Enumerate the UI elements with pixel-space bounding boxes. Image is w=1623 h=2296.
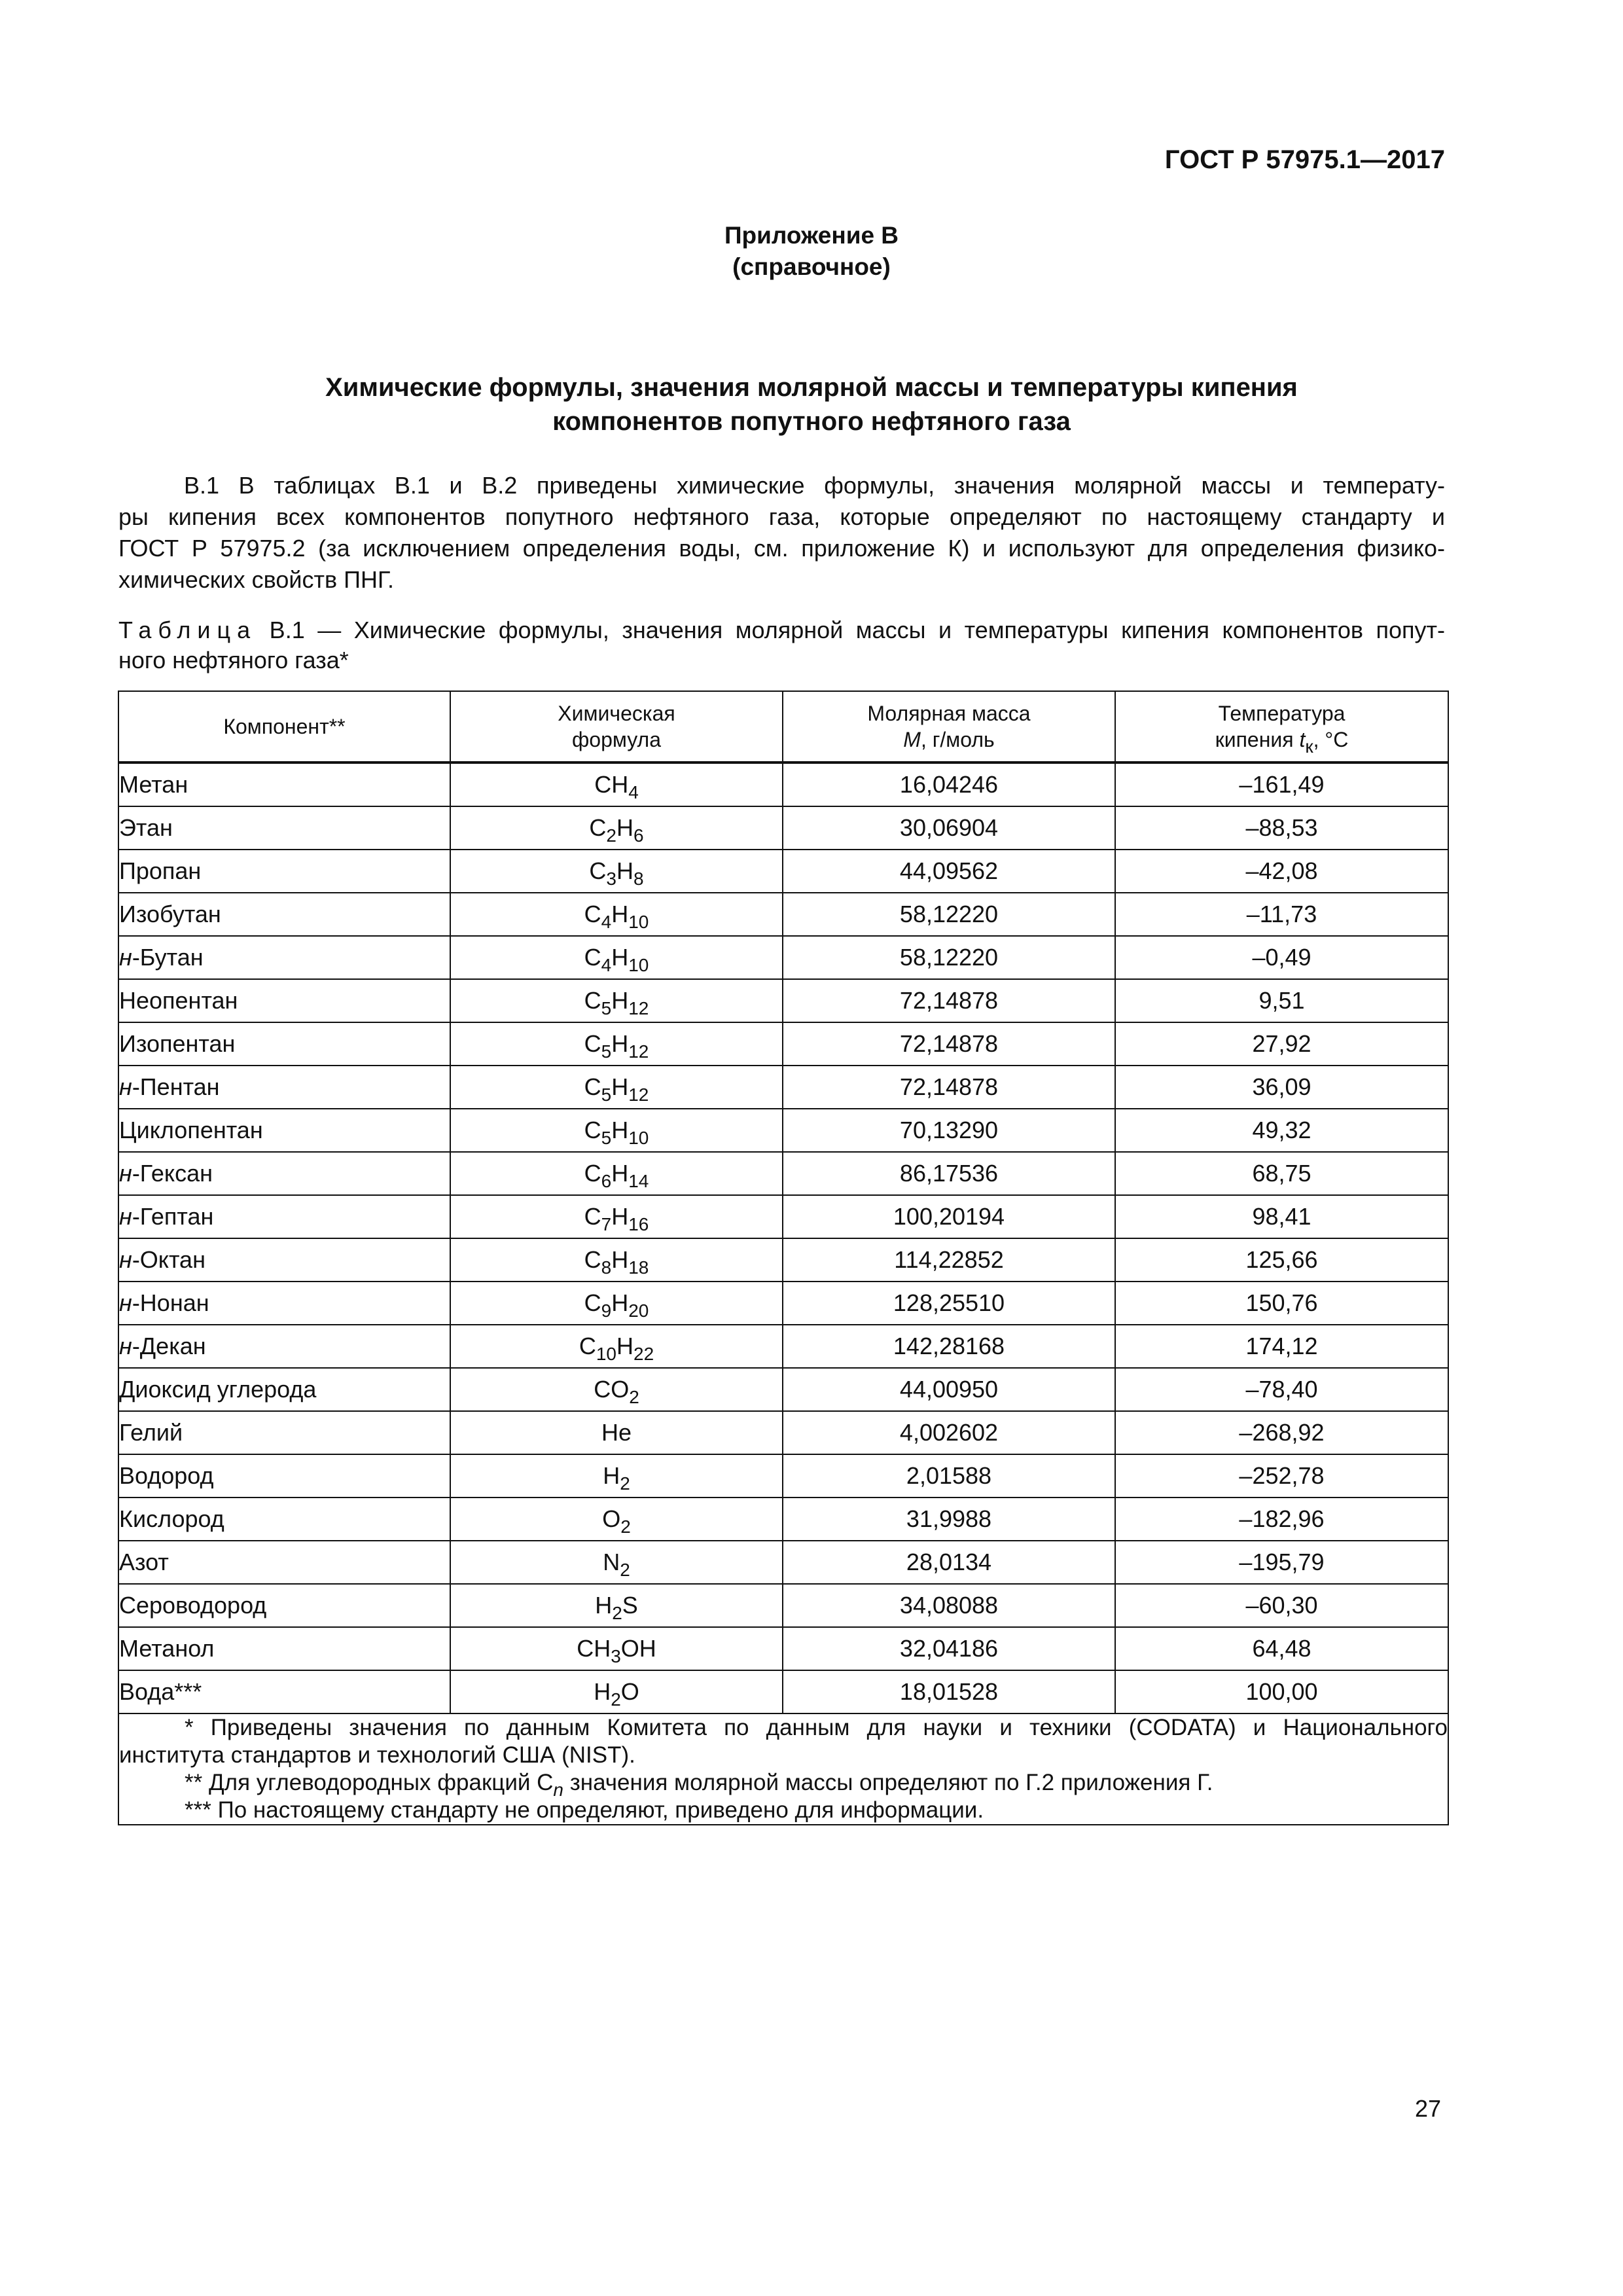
formula-element: H	[611, 901, 629, 927]
appendix-heading	[0, 220, 1623, 283]
component-name-cell	[118, 1627, 450, 1670]
footnote-2	[119, 1769, 1448, 1800]
component-name: Метан	[119, 771, 188, 798]
formula-element: C	[584, 1117, 601, 1143]
component-name: Сероводород	[119, 1592, 267, 1619]
table-body	[118, 762, 1448, 1713]
formula-element: C	[584, 1030, 601, 1057]
table-row	[118, 1368, 1448, 1411]
header-temp-word: кипения	[1215, 728, 1300, 751]
table-row	[118, 1282, 1448, 1325]
boiling-temp-cell: 36,09	[1115, 1066, 1448, 1109]
formula-element: H	[611, 987, 629, 1014]
formula-element: S	[622, 1592, 638, 1619]
molar-mass-cell: 44,00950	[783, 1368, 1115, 1411]
header-component	[118, 691, 450, 762]
footnote-2-text-b: значения молярной массы определяют по Г.2 приложения Г.	[563, 1770, 1213, 1795]
component-name: Азот	[119, 1549, 169, 1575]
table-row	[118, 1325, 1448, 1368]
formula-element: H	[594, 1678, 611, 1705]
table-caption	[118, 615, 1445, 675]
normal-isomer-prefix: н	[119, 1289, 132, 1316]
formula-subscript: 12	[628, 998, 649, 1018]
header-temp-line-1: Температура	[1218, 702, 1346, 725]
formula-subscript: 2	[620, 1473, 630, 1494]
standard-code: ГОСТ Р 57975.1—2017	[1164, 145, 1445, 174]
molar-mass-cell: 128,25510	[783, 1282, 1115, 1325]
normal-isomer-prefix: н	[119, 1203, 132, 1230]
footnotes-row	[118, 1713, 1448, 1825]
formula-subscript: 2	[606, 825, 616, 846]
table-row	[118, 893, 1448, 936]
footnote-2-text-a: ** Для углеводородных фракций C	[185, 1770, 554, 1795]
formula-element: C	[584, 1246, 601, 1273]
boiling-temp-cell: 98,41	[1115, 1195, 1448, 1238]
formula-element: C	[584, 987, 601, 1014]
table-header-row	[118, 691, 1448, 762]
boiling-temp-cell: –161,49	[1115, 762, 1448, 806]
component-name-cell	[118, 806, 450, 850]
formula-subscript: 2	[629, 1387, 639, 1407]
table-row	[118, 1411, 1448, 1454]
molar-mass-cell: 72,14878	[783, 979, 1115, 1022]
boiling-temp-cell: –268,92	[1115, 1411, 1448, 1454]
formula-subscript: 3	[606, 869, 616, 889]
component-name: Вода***	[119, 1678, 202, 1705]
formula-subscript: 2	[620, 1560, 630, 1580]
formula-element: C	[589, 814, 607, 841]
molar-mass-cell: 4,002602	[783, 1411, 1115, 1454]
chemical-formula-cell	[450, 1152, 783, 1195]
boiling-temp-cell: 49,32	[1115, 1109, 1448, 1152]
footnote-2-subscript: n	[553, 1780, 563, 1800]
boiling-temp-cell: 100,00	[1115, 1670, 1448, 1713]
footnote-1-line-2: института стандартов и технологий США (NIST).	[119, 1742, 635, 1768]
header-formula-line-2: формула	[571, 728, 662, 751]
formula-element: H	[611, 944, 629, 971]
component-name-cell	[118, 1022, 450, 1066]
formula-element: OH	[620, 1635, 656, 1662]
table-row	[118, 1195, 1448, 1238]
header-temp-symbol: t	[1299, 728, 1306, 751]
header-mass-symbol: M	[903, 728, 921, 751]
table-row	[118, 1541, 1448, 1584]
component-name: Метанол	[119, 1635, 215, 1662]
molar-mass-cell: 72,14878	[783, 1066, 1115, 1109]
table-row	[118, 1627, 1448, 1670]
component-name: Диоксид углерода	[119, 1376, 317, 1403]
table-row	[118, 1238, 1448, 1282]
caption-text-1: В.1 — Химические формулы, значения молярной массы и температуры кипения компонентов попут-	[257, 617, 1445, 643]
boiling-temp-cell: 64,48	[1115, 1627, 1448, 1670]
formula-subscript: 14	[628, 1171, 649, 1191]
formula-subscript: 5	[601, 1041, 612, 1062]
table-row	[118, 806, 1448, 850]
boiling-temp-cell: 68,75	[1115, 1152, 1448, 1195]
formula-subscript: 8	[633, 869, 644, 889]
formula-subscript: 3	[611, 1646, 621, 1666]
formula-element: H	[611, 1246, 629, 1273]
header-mass-line-2	[783, 726, 1115, 753]
chemical-formula-cell	[450, 1454, 783, 1498]
component-name: Неопентан	[119, 987, 238, 1014]
formula-element: H	[611, 1160, 629, 1187]
formula-subscript: 2	[611, 1689, 621, 1710]
component-name-cell	[118, 1238, 450, 1282]
component-name: Изобутан	[119, 901, 221, 927]
formula-element: N	[603, 1549, 620, 1575]
component-name: -Гексан	[132, 1160, 213, 1187]
title-line-2: компонентов попутного нефтяного газа	[552, 407, 1071, 436]
chemical-formula-cell	[450, 1541, 783, 1584]
formula-subscript: 10	[628, 912, 649, 932]
chemical-formula-cell	[450, 893, 783, 936]
component-name-cell	[118, 762, 450, 806]
formula-element: H	[611, 1203, 629, 1230]
chemical-formula-cell	[450, 1411, 783, 1454]
molar-mass-cell: 58,12220	[783, 893, 1115, 936]
chemical-formula-cell	[450, 1066, 783, 1109]
component-name-cell	[118, 1325, 450, 1368]
header-component-text: Компонент**	[223, 715, 346, 738]
molar-mass-cell: 58,12220	[783, 936, 1115, 979]
formula-subscript: 2	[620, 1516, 631, 1537]
footnotes-cell	[118, 1713, 1448, 1825]
chemical-formula-cell	[450, 1022, 783, 1066]
component-name: -Нонан	[132, 1289, 209, 1316]
molar-mass-cell: 30,06904	[783, 806, 1115, 850]
component-name-cell	[118, 1454, 450, 1498]
normal-isomer-prefix: н	[119, 1246, 132, 1273]
title-line-1: Химические формулы, значения молярной массы и температуры кипения	[325, 373, 1298, 402]
formula-subscript: 4	[601, 912, 612, 932]
molar-mass-cell: 2,01588	[783, 1454, 1115, 1498]
header-mass-line-1: Молярная масса	[867, 702, 1031, 725]
chemical-formula-cell	[450, 1195, 783, 1238]
component-name-cell	[118, 1282, 450, 1325]
components-table	[118, 691, 1449, 1825]
boiling-temp-cell: –182,96	[1115, 1498, 1448, 1541]
table-row	[118, 1670, 1448, 1713]
intro-line-2: ры кипения всех компонентов попутного нефтяного газа, которые определяют по настоящему стандарту и	[118, 503, 1445, 530]
component-name-cell	[118, 1109, 450, 1152]
component-name-cell	[118, 1195, 450, 1238]
table-row	[118, 1454, 1448, 1498]
appendix-label: Приложение В	[724, 222, 899, 249]
chemical-formula-cell	[450, 850, 783, 893]
table-row	[118, 762, 1448, 806]
caption-line-2: ного нефтяного газа*	[118, 647, 349, 673]
boiling-temp-cell: 125,66	[1115, 1238, 1448, 1282]
table-row	[118, 979, 1448, 1022]
component-name-cell	[118, 1498, 450, 1541]
formula-element: H	[611, 1289, 629, 1316]
boiling-temp-cell: –78,40	[1115, 1368, 1448, 1411]
header-temp-line-2	[1116, 726, 1448, 757]
chemical-formula-cell	[450, 1368, 783, 1411]
formula-element: C	[584, 944, 601, 971]
formula-element: H	[611, 771, 629, 798]
component-name: -Декан	[132, 1333, 206, 1359]
molar-mass-cell: 44,09562	[783, 850, 1115, 893]
molar-mass-cell: 34,08088	[783, 1584, 1115, 1627]
table-row	[118, 1498, 1448, 1541]
formula-element: O	[602, 1505, 621, 1532]
formula-element: H	[611, 1030, 629, 1057]
component-name-cell	[118, 1670, 450, 1713]
component-name-cell	[118, 1066, 450, 1109]
formula-subscript: 12	[628, 1085, 649, 1105]
formula-subscript: 18	[628, 1257, 649, 1278]
chemical-formula-cell	[450, 806, 783, 850]
component-name: Гелий	[119, 1419, 183, 1446]
formula-subscript: 12	[628, 1041, 649, 1062]
footnote-3: *** По настоящему стандарту не определяют, приведено для информации.	[185, 1797, 984, 1823]
boiling-temp-cell: 174,12	[1115, 1325, 1448, 1368]
formula-subscript: 2	[612, 1603, 622, 1623]
component-name: Водород	[119, 1462, 214, 1489]
appendix-type: (справочное)	[732, 253, 891, 280]
molar-mass-cell: 100,20194	[783, 1195, 1115, 1238]
formula-element: C	[589, 857, 607, 884]
header-temp-subscript: к	[1305, 736, 1313, 757]
formula-subscript: 10	[628, 955, 649, 975]
component-name-cell	[118, 936, 450, 979]
component-name-cell	[118, 1152, 450, 1195]
header-temp-unit: , °C	[1313, 728, 1349, 751]
component-name: Этан	[119, 814, 173, 841]
formula-subscript: 9	[601, 1300, 612, 1321]
component-name-cell	[118, 1584, 450, 1627]
header-mass-unit: , г/моль	[920, 728, 995, 751]
molar-mass-cell: 28,0134	[783, 1541, 1115, 1584]
molar-mass-cell: 86,17536	[783, 1152, 1115, 1195]
caption-line-1	[118, 615, 1445, 645]
formula-element: C	[594, 771, 612, 798]
header-molar-mass	[783, 691, 1115, 762]
chemical-formula-cell	[450, 1627, 783, 1670]
table-row	[118, 1109, 1448, 1152]
formula-element: H	[616, 814, 633, 841]
intro-line-3: ГОСТ Р 57975.2 (за исключением определения воды, см. приложение К) и используют для определения физико-	[118, 535, 1445, 562]
formula-subscript: 5	[601, 1085, 612, 1105]
boiling-temp-cell: –11,73	[1115, 893, 1448, 936]
component-name: Изопентан	[119, 1030, 236, 1057]
table-row	[118, 1584, 1448, 1627]
page-number: 27	[1414, 2095, 1441, 2122]
normal-isomer-prefix: н	[119, 944, 132, 971]
formula-element: CH	[577, 1635, 611, 1662]
component-name: -Пентан	[132, 1073, 220, 1100]
boiling-temp-cell: –0,49	[1115, 936, 1448, 979]
formula-element: C	[584, 1073, 601, 1100]
component-name-cell	[118, 1411, 450, 1454]
formula-subscript: 10	[628, 1128, 649, 1148]
normal-isomer-prefix: н	[119, 1333, 132, 1359]
formula-element: C	[584, 1160, 601, 1187]
chemical-formula-cell	[450, 1325, 783, 1368]
intro-line-1: В.1 В таблицах В.1 и В.2 приведены химические формулы, значения молярной массы и температу-	[184, 472, 1445, 499]
header-boiling-temp	[1115, 691, 1448, 762]
component-name: -Октан	[132, 1246, 205, 1273]
table-row	[118, 850, 1448, 893]
formula-element: H	[611, 1073, 629, 1100]
header-formula	[450, 691, 783, 762]
formula-subscript: 10	[596, 1344, 616, 1364]
formula-subscript: 5	[601, 1128, 612, 1148]
boiling-temp-cell: 9,51	[1115, 979, 1448, 1022]
chemical-formula-cell	[450, 762, 783, 806]
formula-element: O	[620, 1678, 639, 1705]
formula-element: H	[616, 857, 633, 884]
molar-mass-cell: 31,9988	[783, 1498, 1115, 1541]
formula-element: H	[603, 1462, 620, 1489]
formula-subscript: 4	[601, 955, 612, 975]
boiling-temp-cell: –60,30	[1115, 1584, 1448, 1627]
formula-element: H	[616, 1333, 633, 1359]
table-row	[118, 1022, 1448, 1066]
component-name: Кислород	[119, 1505, 224, 1532]
chemical-formula-cell	[450, 1498, 783, 1541]
formula-subscript: 6	[633, 825, 644, 846]
section-title	[0, 370, 1623, 439]
molar-mass-cell: 72,14878	[783, 1022, 1115, 1066]
intro-line-4: химических свойств ПНГ.	[118, 566, 395, 593]
molar-mass-cell: 16,04246	[783, 762, 1115, 806]
chemical-formula-cell	[450, 1109, 783, 1152]
formula-subscript: 22	[633, 1344, 654, 1364]
formula-subscript: 5	[601, 998, 612, 1018]
boiling-temp-cell: –88,53	[1115, 806, 1448, 850]
table-row	[118, 1152, 1448, 1195]
formula-element: H	[611, 1117, 629, 1143]
header-formula-line-1: Химическая	[558, 702, 675, 725]
boiling-temp-cell: 150,76	[1115, 1282, 1448, 1325]
component-name: -Гептан	[132, 1203, 214, 1230]
formula-subscript: 16	[628, 1214, 649, 1234]
table-row	[118, 936, 1448, 979]
component-name: Пропан	[119, 857, 202, 884]
table-row	[118, 1066, 1448, 1109]
chemical-formula-cell	[450, 1584, 783, 1627]
component-name-cell	[118, 893, 450, 936]
boiling-temp-cell: –195,79	[1115, 1541, 1448, 1584]
chemical-formula-cell	[450, 936, 783, 979]
chemical-formula-cell	[450, 1670, 783, 1713]
formula-element: CO	[594, 1376, 630, 1403]
formula-element: C	[584, 1203, 601, 1230]
formula-subscript: 7	[601, 1214, 612, 1234]
component-name-cell	[118, 1368, 450, 1411]
chemical-formula-cell	[450, 979, 783, 1022]
molar-mass-cell: 70,13290	[783, 1109, 1115, 1152]
normal-isomer-prefix: н	[119, 1073, 132, 1100]
caption-label: Таблица	[118, 617, 257, 643]
footnote-1-line-1: * Приведены значения по данным Комитета по данным для науки и техники (CODATA) и Национального	[185, 1715, 1448, 1740]
intro-paragraph	[118, 470, 1445, 596]
formula-subscript: 4	[628, 782, 639, 802]
chemical-formula-cell	[450, 1282, 783, 1325]
formula-subscript: 20	[628, 1300, 649, 1321]
formula-element: H	[595, 1592, 613, 1619]
boiling-temp-cell: –42,08	[1115, 850, 1448, 893]
component-name-cell	[118, 1541, 450, 1584]
component-name: -Бутан	[132, 944, 204, 971]
chemical-formula-cell	[450, 1238, 783, 1282]
normal-isomer-prefix: н	[119, 1160, 132, 1187]
molar-mass-cell: 142,28168	[783, 1325, 1115, 1368]
molar-mass-cell: 18,01528	[783, 1670, 1115, 1713]
component-name-cell	[118, 979, 450, 1022]
boiling-temp-cell: –252,78	[1115, 1454, 1448, 1498]
formula-subscript: 6	[601, 1171, 612, 1191]
formula-subscript: 8	[601, 1257, 612, 1278]
formula-element: C	[584, 1289, 601, 1316]
formula-element: C	[584, 901, 601, 927]
formula-element: He	[601, 1419, 632, 1446]
component-name: Циклопентан	[119, 1117, 263, 1143]
boiling-temp-cell: 27,92	[1115, 1022, 1448, 1066]
component-name-cell	[118, 850, 450, 893]
formula-element: C	[579, 1333, 596, 1359]
molar-mass-cell: 32,04186	[783, 1627, 1115, 1670]
molar-mass-cell: 114,22852	[783, 1238, 1115, 1282]
